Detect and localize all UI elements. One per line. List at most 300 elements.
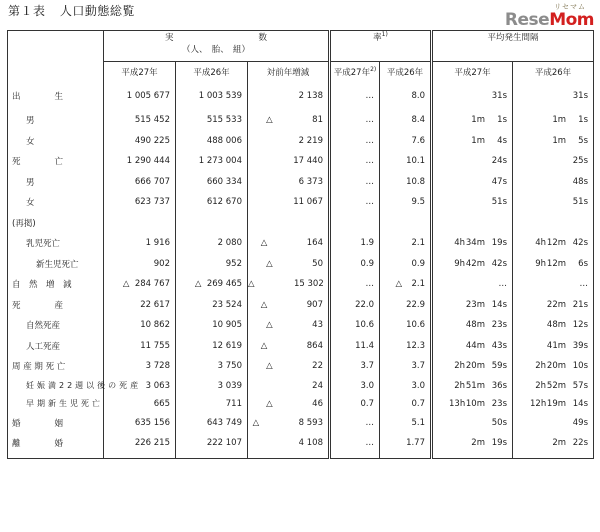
value-h26: 1 273 004 <box>198 156 242 167</box>
cell-h26 <box>176 233 248 254</box>
value-h27: 635 156 <box>134 417 170 428</box>
value-diff: 81 <box>312 115 323 126</box>
logo-main <box>505 10 594 30</box>
cell-rate-h26 <box>380 295 432 316</box>
value-diff: 907 <box>306 299 323 310</box>
header-rate-h27 <box>330 62 380 83</box>
value-diff: 164 <box>306 238 323 249</box>
cell-i27 <box>432 213 513 234</box>
cell-i26 <box>513 295 594 316</box>
table-row <box>8 254 594 275</box>
cell-i27 <box>432 233 513 254</box>
value-rate-h26: 10.6 <box>406 320 425 331</box>
cell-i27 <box>432 192 513 213</box>
value-rate-h26: 1.77 <box>406 438 425 449</box>
cell-h27 <box>104 151 176 172</box>
cell-rate-h26 <box>380 213 432 234</box>
interval-m: 42m <box>465 258 485 269</box>
cell-rate-h27: 3.0 <box>330 377 380 395</box>
table-row <box>8 395 594 413</box>
table-row <box>8 433 594 454</box>
cell-diff <box>248 131 330 152</box>
row-label: 婚 姻 <box>12 418 64 429</box>
header-rate-note: 1) <box>381 31 388 39</box>
interval-s: … <box>579 279 589 290</box>
table-row <box>8 274 594 295</box>
logo-main-b: Mom <box>549 10 594 30</box>
interval-s: 14s <box>491 299 507 310</box>
value-rate-h26: 2.1 <box>411 238 425 249</box>
cell-i26 <box>513 315 594 336</box>
decrease-mark: △ <box>266 115 273 126</box>
value-h27: 226 215 <box>134 438 170 449</box>
value-h27: 3 728 <box>145 361 170 372</box>
table-row <box>8 151 594 172</box>
interval-m: 10m <box>465 398 485 409</box>
cell-diff <box>248 356 330 377</box>
cell-h27 <box>104 110 176 131</box>
row-label: 人工死産 <box>26 341 61 352</box>
value-rate-h26: 8.0 <box>411 91 425 101</box>
header-jissu-label: 実 数 <box>164 33 267 43</box>
cell-rate-h26 <box>380 274 432 295</box>
interval-s: 42s <box>491 258 507 269</box>
cell-h26 <box>176 395 248 413</box>
value-rate-h26: 2.1 <box>411 279 425 290</box>
cell-rate-h26 <box>380 254 432 275</box>
interval-s: 1s <box>578 115 589 126</box>
value-h27: 902 <box>153 258 170 269</box>
table-row <box>8 82 594 110</box>
cell-h27 <box>104 395 176 413</box>
cell-rate-h26 <box>380 433 432 454</box>
cell-i26 <box>513 131 594 152</box>
cell-h26 <box>176 110 248 131</box>
cell-diff <box>248 82 330 110</box>
cell-rate-h26 <box>380 377 432 395</box>
row-label: 死 産 <box>12 300 64 311</box>
spacer-cell <box>330 454 380 459</box>
cell-rate-h27: … <box>330 82 380 110</box>
value-h27: 11 755 <box>140 340 170 351</box>
interval-h: 12h <box>530 398 547 409</box>
interval-s: 4s <box>497 135 507 146</box>
cell-diff <box>248 336 330 357</box>
row-label: 女 <box>26 198 35 209</box>
decrease-mark: △ <box>260 238 268 249</box>
header-corner <box>8 31 104 83</box>
interval-s: 14s <box>572 398 589 409</box>
value-h27: 490 225 <box>134 135 170 146</box>
value-h27: 665 <box>153 398 170 409</box>
cell-h27 <box>104 254 176 275</box>
cell-i26 <box>513 254 594 275</box>
table-name: 人口動態総覧 <box>59 4 135 18</box>
value-rate-h26: 7.6 <box>411 135 425 146</box>
cell-rate-h27: … <box>330 131 380 152</box>
cell-h27 <box>104 192 176 213</box>
interval-s: 31s <box>572 91 589 101</box>
cell-h26 <box>176 254 248 275</box>
interval-s: 39s <box>572 340 589 351</box>
cell-h26 <box>176 433 248 454</box>
cell-h27 <box>104 433 176 454</box>
vital-statistics-table <box>7 30 594 459</box>
value-h27: 284 767 <box>134 279 170 290</box>
cell-rate-h27: … <box>330 433 380 454</box>
header-diff: 対前年増減 <box>248 62 330 83</box>
spacer-cell <box>248 454 330 459</box>
value-rate-h26: 5.1 <box>411 417 425 428</box>
cell-diff <box>248 172 330 193</box>
logo-main-a: Rese <box>504 10 550 30</box>
cell-rate-h27: … <box>330 151 380 172</box>
cell-h27 <box>104 131 176 152</box>
decrease-mark: △ <box>248 279 255 290</box>
interval-s: 31s <box>491 91 507 101</box>
cell-i26 <box>513 336 594 357</box>
cell-i27 <box>432 172 513 193</box>
interval-h: 2h <box>454 361 465 372</box>
interval-m: 48m <box>546 320 567 331</box>
table-row <box>8 377 594 395</box>
cell-rate-h27: 3.7 <box>330 356 380 377</box>
interval-h: 9h <box>535 258 547 269</box>
interval-m: 41m <box>546 340 567 351</box>
interval-h: 9h <box>454 258 465 269</box>
cell-rate-h26 <box>380 336 432 357</box>
cell-h26 <box>176 151 248 172</box>
interval-s: 49s <box>572 417 589 428</box>
value-h26: 12 619 <box>212 340 242 351</box>
spacer-cell <box>380 454 432 459</box>
interval-s: 51s <box>572 197 589 208</box>
value-rate-h26: 8.4 <box>411 115 425 126</box>
value-diff: 50 <box>312 258 323 269</box>
row-label: 出 生 <box>12 92 64 102</box>
value-diff: 22 <box>312 361 323 372</box>
interval-m: 44m <box>465 340 485 351</box>
cell-rate-h27 <box>330 213 380 234</box>
cell-i26 <box>513 82 594 110</box>
spacer-cell <box>8 454 104 459</box>
value-diff: 8 593 <box>298 417 323 428</box>
cell-i26 <box>513 213 594 234</box>
cell-h26 <box>176 131 248 152</box>
interval-s: 19s <box>491 238 507 249</box>
row-label: 周 産 期 死 亡 <box>12 362 66 373</box>
value-diff: 6 373 <box>298 176 323 187</box>
interval-m: 52m <box>546 380 567 391</box>
cell-rate-h27: 0.7 <box>330 395 380 413</box>
cell-i27 <box>432 254 513 275</box>
cell-i27 <box>432 274 513 295</box>
table-row <box>8 336 594 357</box>
cell-diff <box>248 110 330 131</box>
interval-h: 2h <box>454 380 465 391</box>
value-h26: 515 533 <box>206 115 242 126</box>
row-label: 乳児死亡 <box>26 239 61 250</box>
cell-i27 <box>432 336 513 357</box>
cell-rate-h26 <box>380 151 432 172</box>
row-label: 自 然 増 減 <box>12 280 72 291</box>
cell-h26 <box>176 274 248 295</box>
cell-h27 <box>104 356 176 377</box>
interval-m: 20m <box>546 361 567 372</box>
value-h26: 612 670 <box>206 197 242 208</box>
value-diff: 43 <box>312 320 323 331</box>
value-rate-h26: 12.3 <box>406 340 425 351</box>
interval-s: 25s <box>572 156 589 167</box>
cell-rate-h27: 1.9 <box>330 233 380 254</box>
table-row <box>8 131 594 152</box>
cell-rate-h26 <box>380 131 432 152</box>
interval-s: 1s <box>497 115 507 126</box>
cell-i26 <box>513 172 594 193</box>
value-h27: 1 916 <box>145 238 170 249</box>
value-h26: 711 <box>225 398 242 409</box>
row-label: 妊娠満22週以後の死産 <box>26 381 142 390</box>
interval-h: 2h <box>535 361 547 372</box>
cell-rate-h27: 10.6 <box>330 315 380 336</box>
value-diff: 46 <box>312 398 323 409</box>
interval-h: 13h <box>449 398 466 409</box>
value-diff: 15 302 <box>294 279 324 290</box>
header-jissu <box>104 31 330 62</box>
cell-rate-h26 <box>380 233 432 254</box>
cell-i26 <box>513 274 594 295</box>
resemom-logo <box>494 2 594 30</box>
interval-h: 4h <box>454 238 465 249</box>
decrease-mark: △ <box>266 320 273 331</box>
cell-h27 <box>104 295 176 316</box>
decrease-mark: △ <box>194 279 202 290</box>
value-diff: 4 108 <box>298 438 323 449</box>
cell-h26 <box>176 82 248 110</box>
cell-h27 <box>104 336 176 357</box>
interval-m: 12m <box>546 258 567 269</box>
cell-rate-h27: … <box>330 192 380 213</box>
cell-diff <box>248 254 330 275</box>
cell-rate-h26 <box>380 395 432 413</box>
value-rate-h26: 3.0 <box>411 380 425 391</box>
cell-h27 <box>104 213 176 234</box>
interval-s: … <box>498 279 507 290</box>
interval-m: 19m <box>546 398 567 409</box>
interval-h: 4h <box>535 238 547 249</box>
cell-i26 <box>513 395 594 413</box>
row-label: 女 <box>26 136 35 147</box>
header-h26: 平成26年 <box>176 62 248 83</box>
header-jissu-unit: （人、 胎、 組） <box>181 45 250 55</box>
value-h26: 269 465 <box>206 279 242 290</box>
interval-s: 6s <box>578 258 589 269</box>
cell-h26 <box>176 172 248 193</box>
value-diff: 11 067 <box>293 197 323 208</box>
value-h26: 3 750 <box>217 361 242 372</box>
cell-h26 <box>176 413 248 434</box>
cell-rate-h27: … <box>330 172 380 193</box>
value-h26: 643 749 <box>206 417 242 428</box>
value-rate-h26: 22.9 <box>406 299 425 310</box>
table-row <box>8 213 594 234</box>
cell-h27 <box>104 233 176 254</box>
interval-m: 2m <box>471 438 485 449</box>
header-rate-h26: 平成26年 <box>380 62 432 83</box>
interval-m: 48m <box>465 320 485 331</box>
cell-diff <box>248 295 330 316</box>
cell-i27 <box>432 82 513 110</box>
decrease-mark: △ <box>260 340 268 351</box>
cell-rate-h26 <box>380 110 432 131</box>
value-h26: 2 080 <box>217 238 242 249</box>
row-label: 男 <box>26 116 35 127</box>
cell-rate-h26 <box>380 192 432 213</box>
header-rate <box>330 31 432 62</box>
table-row <box>8 233 594 254</box>
decrease-mark: △ <box>266 258 273 269</box>
row-label: 男 <box>26 177 35 188</box>
cell-h26 <box>176 192 248 213</box>
value-diff: 2 138 <box>298 91 323 101</box>
cell-h26 <box>176 336 248 357</box>
value-h26: 10 905 <box>212 320 242 331</box>
header-interval: 平均発生間隔 <box>432 31 594 62</box>
cell-h26 <box>176 315 248 336</box>
decrease-mark: △ <box>395 279 403 290</box>
cell-rate-h27: … <box>330 110 380 131</box>
value-diff: 24 <box>312 380 323 391</box>
value-diff: 17 440 <box>293 156 323 167</box>
cell-i27 <box>432 295 513 316</box>
cell-h26 <box>176 356 248 377</box>
row-label: 離 婚 <box>12 439 64 450</box>
cell-i27 <box>432 395 513 413</box>
table-title <box>8 2 145 19</box>
cell-h26 <box>176 213 248 234</box>
header-int-h26: 平成26年 <box>513 62 594 83</box>
value-rate-h26: 10.1 <box>406 156 425 167</box>
header-rate-h27-note: 2) <box>370 66 377 74</box>
value-rate-h26: 0.9 <box>411 258 425 269</box>
row-label: 自然死産 <box>26 321 61 332</box>
cell-i26 <box>513 433 594 454</box>
interval-s: 43s <box>491 340 507 351</box>
interval-s: 42s <box>572 238 589 249</box>
value-h26: 952 <box>225 258 242 269</box>
cell-h26 <box>176 295 248 316</box>
cell-h27 <box>104 82 176 110</box>
table-row <box>8 315 594 336</box>
table-row <box>8 295 594 316</box>
value-rate-h26: 9.5 <box>411 197 425 208</box>
cell-i27 <box>432 433 513 454</box>
interval-s: 12s <box>572 320 589 331</box>
table-row <box>8 192 594 213</box>
decrease-mark: △ <box>266 361 273 372</box>
table-body <box>8 82 594 458</box>
interval-s: 10s <box>572 361 589 372</box>
value-h27: 666 707 <box>134 176 170 187</box>
interval-s: 51s <box>491 197 507 208</box>
value-h27: 515 452 <box>134 115 170 126</box>
cell-h27 <box>104 172 176 193</box>
decrease-mark: △ <box>122 279 130 290</box>
header-rate-label: 率 <box>373 33 382 43</box>
interval-s: 23s <box>491 398 507 409</box>
cell-i26 <box>513 413 594 434</box>
value-h27: 1 005 677 <box>126 91 170 101</box>
cell-h26 <box>176 377 248 395</box>
cell-diff <box>248 377 330 395</box>
interval-m: 20m <box>465 361 485 372</box>
interval-s: 21s <box>572 299 589 310</box>
interval-m: 12m <box>546 238 567 249</box>
table-end-spacer <box>8 454 594 459</box>
interval-m: 22m <box>546 299 567 310</box>
cell-i27 <box>432 377 513 395</box>
spacer-cell <box>176 454 248 459</box>
value-rate-h26: 0.7 <box>411 398 425 409</box>
cell-rate-h27: … <box>330 413 380 434</box>
interval-s: 22s <box>572 438 589 449</box>
table-row <box>8 356 594 377</box>
value-rate-h26: 10.8 <box>406 176 425 187</box>
decrease-mark: △ <box>266 398 273 409</box>
logo-sub: リセマム <box>554 3 586 11</box>
row-label: 死 亡 <box>12 157 64 168</box>
table-row <box>8 110 594 131</box>
value-rate-h26: 3.7 <box>411 361 425 372</box>
cell-diff <box>248 395 330 413</box>
spacer-cell <box>513 454 594 459</box>
interval-s: 23s <box>491 320 507 331</box>
value-h26: 660 334 <box>206 176 242 187</box>
value-h26: 3 039 <box>217 380 242 391</box>
cell-rate-h26 <box>380 356 432 377</box>
header-h27: 平成27年 <box>104 62 176 83</box>
cell-rate-h26 <box>380 413 432 434</box>
interval-m: 51m <box>465 380 485 391</box>
cell-diff <box>248 315 330 336</box>
interval-s: 5s <box>578 135 589 146</box>
cell-rate-h26 <box>380 172 432 193</box>
interval-s: 50s <box>491 417 507 428</box>
interval-h: 2h <box>535 380 547 391</box>
cell-i26 <box>513 110 594 131</box>
cell-rate-h26 <box>380 315 432 336</box>
interval-s: 19s <box>491 438 507 449</box>
cell-h27 <box>104 413 176 434</box>
cell-diff <box>248 274 330 295</box>
interval-m: 1m <box>471 135 485 146</box>
decrease-mark: △ <box>260 299 268 310</box>
interval-m: 1m <box>471 115 485 126</box>
value-diff: 2 219 <box>298 135 323 146</box>
cell-i27 <box>432 315 513 336</box>
cell-i26 <box>513 151 594 172</box>
value-h27: 623 737 <box>134 197 170 208</box>
decrease-mark: △ <box>252 417 260 428</box>
cell-diff <box>248 433 330 454</box>
table-row <box>8 413 594 434</box>
interval-s: 47s <box>491 176 507 187</box>
cell-diff <box>248 151 330 172</box>
cell-i27 <box>432 356 513 377</box>
interval-s: 36s <box>491 380 507 391</box>
cell-diff <box>248 233 330 254</box>
cell-rate-h26 <box>380 82 432 110</box>
